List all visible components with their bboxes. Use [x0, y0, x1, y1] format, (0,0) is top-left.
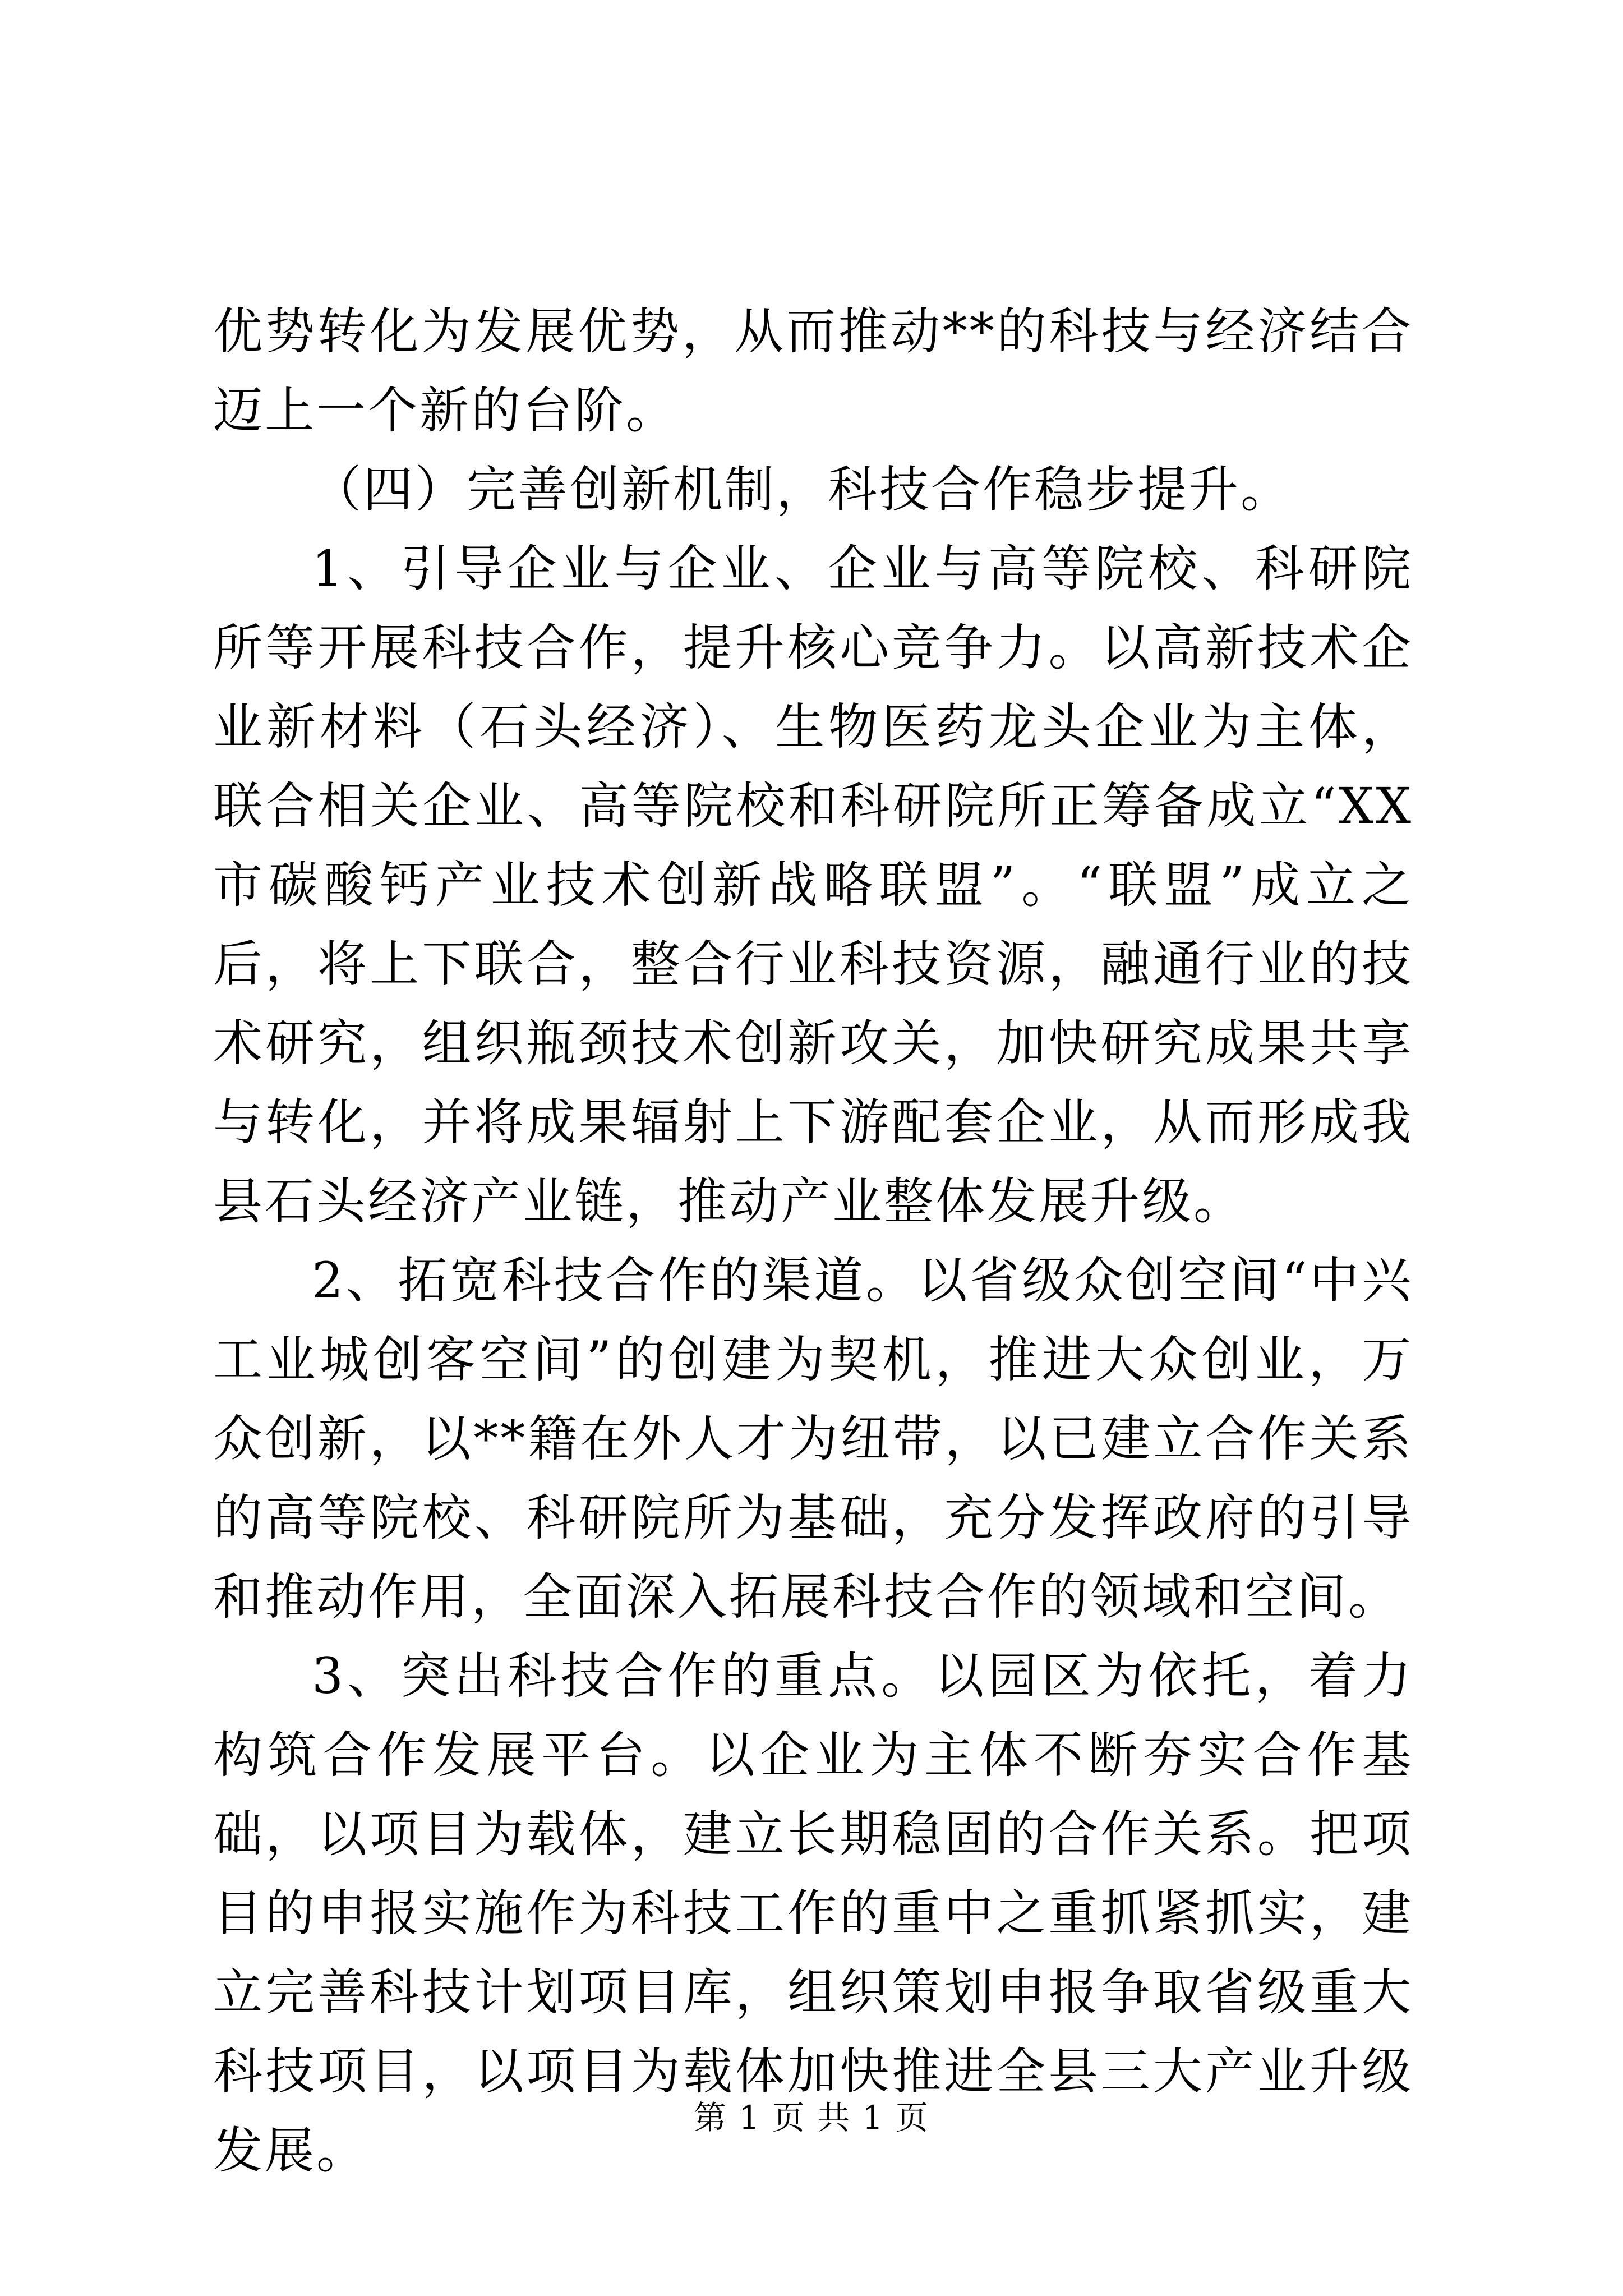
paragraph-continuation: 优势转化为发展优势，从而推动**的科技与经济结合迈上一个新的台阶。 [213, 302, 1413, 439]
paragraph-item-1: 1、引导企业与企业、企业与高等院校、科研院所等开展科技合作，提升核心竞争力。以高新技术企业新材料（石头经济）、生物医药龙头企业为主体，联合相关企业、高等院校和科研院所正筹备成立“XX市碳酸钙产业技术创新战略联盟”。“联盟”成立之后，将上下联合，整合行业科技资源，融通行业的技术研究，组织瓶颈技术创新攻关，加快研究成果共享与转化，并将成果辐射上下游配套企业，从而形成我县石头经济产业链，推动产业整体发展升级。 [213, 540, 1413, 1230]
document-body [213, 292, 1413, 2190]
paragraph-item-2: 2、拓宽科技合作的渠道。以省级众创空间“中兴工业城创客空间”的创建为契机，推进大众创业，万众创新，以**籍在外人才为纽带，以已建立合作关系的高等院校、科研院所为基础，充分发挥政府的引导和推动作用，全面深入拓展科技合作的领域和空间。 [213, 1251, 1413, 1626]
page-footer: 第 1 页 共 1 页 [694, 2099, 929, 2137]
paragraph-item-3: 3、突出科技合作的重点。以园区为依托，着力构筑合作发展平台。以企业为主体不断夯实合作基础，以项目为载体，建立长期稳固的合作关系。把项目的申报实施作为科技工作的重中之重抓紧抓实，建立完善科技计划项目库，组织策划申报争取省级重大科技项目，以项目为载体加快推进全县三大产业升级发展。 [213, 1647, 1413, 2179]
section-heading: （四）完善创新机制，科技合作稳步提升。 [312, 461, 1293, 518]
